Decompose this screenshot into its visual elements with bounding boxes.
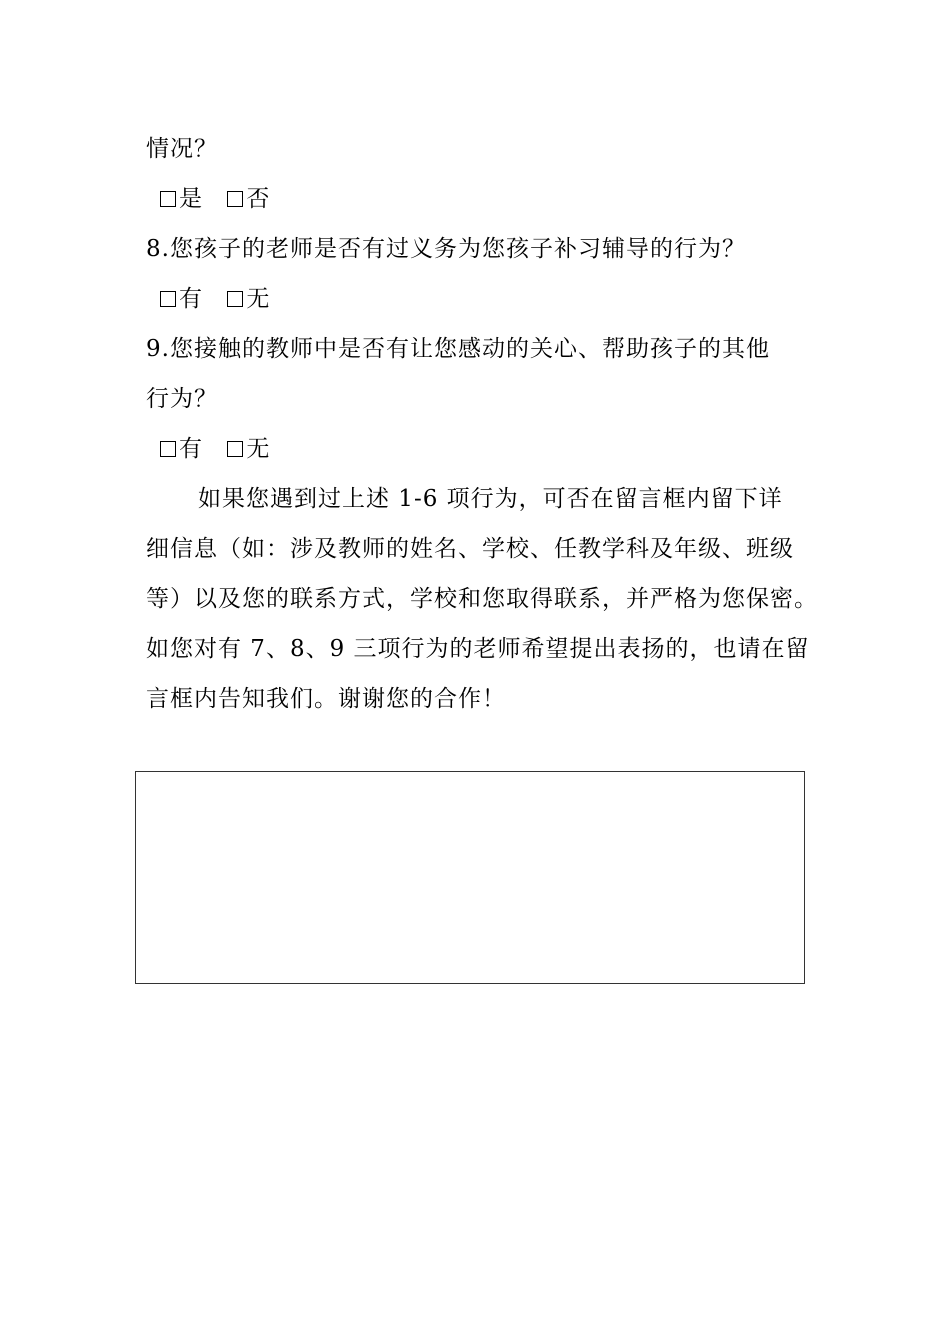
option-label: 是: [179, 186, 202, 212]
note-line-4: 如您对有 7、8、9 三项行为的老师希望提出表扬的，也请在留: [146, 636, 810, 662]
option-label: 无: [246, 436, 270, 462]
note-line-3: 等）以及您的联系方式，学校和您取得联系，并严格为您保密。: [146, 586, 818, 612]
option-yes[interactable]: [160, 184, 202, 214]
option-have[interactable]: [160, 284, 202, 314]
checkbox-icon[interactable]: [160, 291, 176, 307]
option-none[interactable]: [227, 434, 269, 464]
question-7-options: [160, 184, 287, 214]
note-line-1: 如果您遇到过上述 1-6 项行为，可否在留言框内留下详: [198, 486, 783, 512]
message-box[interactable]: [135, 771, 805, 984]
note-line-2: 细信息（如：涉及教师的姓名、学校、任教学科及年级、班级: [146, 536, 794, 562]
checkbox-icon[interactable]: [160, 191, 176, 207]
option-none[interactable]: [227, 284, 269, 314]
note-line-5: 言框内告知我们。谢谢您的合作！: [146, 686, 506, 712]
question-8-options: [160, 284, 287, 314]
question-8: 8.您孩子的老师是否有过义务为您孩子补习辅导的行为？: [146, 236, 746, 262]
question-7-tail: 情况？: [146, 136, 218, 162]
option-have[interactable]: [160, 434, 202, 464]
option-no[interactable]: [227, 184, 269, 214]
checkbox-icon[interactable]: [227, 191, 243, 207]
question-9-line-1: 9.您接触的教师中是否有让您感动的关心、帮助孩子的其他: [146, 336, 770, 362]
option-label: 有: [179, 436, 202, 462]
checkbox-icon[interactable]: [227, 441, 243, 457]
option-label: 否: [246, 186, 270, 212]
question-9-options: [160, 434, 287, 464]
checkbox-icon[interactable]: [160, 441, 176, 457]
option-label: 有: [179, 286, 202, 312]
question-9-line-2: 行为？: [146, 386, 218, 412]
checkbox-icon[interactable]: [227, 291, 243, 307]
option-label: 无: [246, 286, 270, 312]
